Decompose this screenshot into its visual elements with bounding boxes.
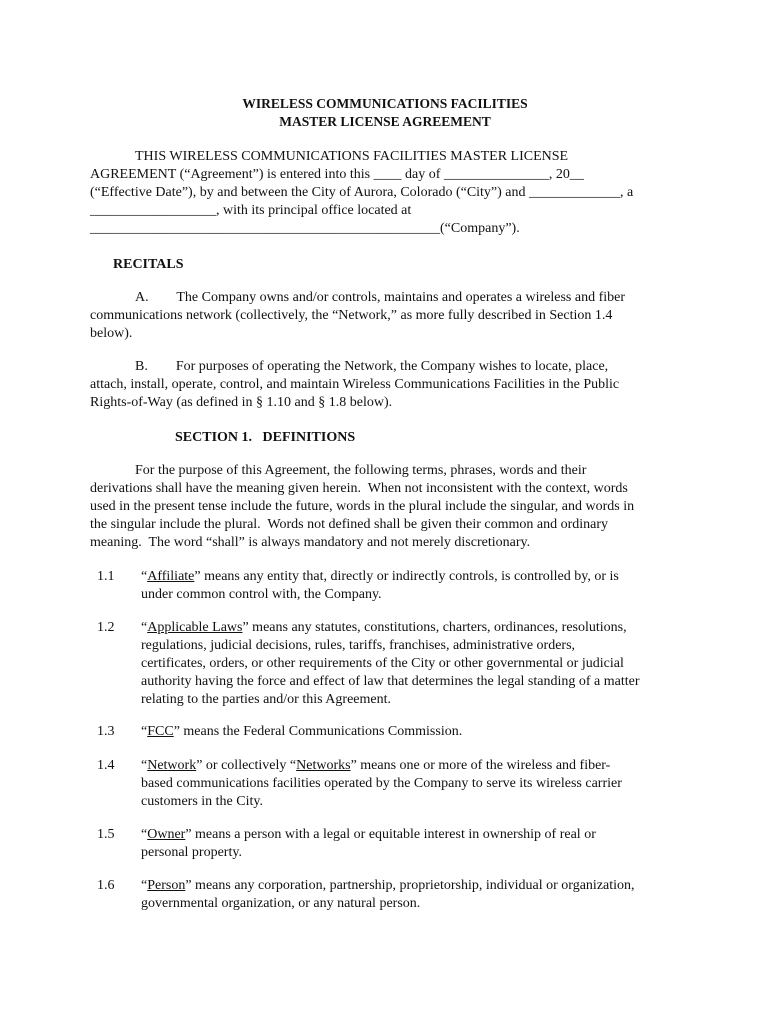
document-title-line-1: WIRELESS COMMUNICATIONS FACILITIES [242, 96, 528, 111]
recitals-heading: RECITALS [113, 257, 184, 272]
section-1-paragraph-line: For the purpose of this Agreement, the following terms, phrases, words and their [135, 463, 587, 478]
definition-line: under common control with, the Company. [141, 587, 382, 602]
open-quote: “ [141, 724, 148, 739]
definition-line: based communications facilities operated by the Company to serve its wireless carrier [141, 776, 622, 791]
recital-a-line: below). [90, 326, 133, 341]
intro-line: (“Effective Date”), by and between the City of Aurora, Colorado (“City”) and _____________, a [90, 185, 634, 200]
definition-text: ” means any statutes, constitutions, charters, ordinances, resolutions, [242, 620, 627, 635]
recital-b-line: Rights-of-Way (as defined in § 1.10 and § 1.8 below). [90, 395, 393, 410]
definition-line: certificates, orders, or other requirements of the City or other governmental or judicial [141, 656, 624, 671]
definition-first-line [141, 757, 610, 775]
open-quote: “ [141, 620, 148, 635]
definition-number: 1.4 [97, 758, 115, 773]
intro-line: THIS WIRELESS COMMUNICATIONS FACILITIES MASTER LICENSE [135, 149, 569, 164]
recital-a-line: communications network (collectively, the “Network,” as more fully described in Section 1.4 [90, 308, 613, 323]
open-quote: “ [141, 758, 148, 773]
open-quote: “ [141, 827, 148, 842]
definition-line: authority having the force and effect of law that determines the legal standing of a matter [141, 674, 640, 689]
definition-text: ” or collectively “ [196, 758, 297, 773]
open-quote: “ [141, 569, 148, 584]
section-1-heading: SECTION 1. DEFINITIONS [175, 430, 356, 445]
defined-term-fcc: FCC [147, 724, 174, 739]
recital-b-line: B. For purposes of operating the Network, the Company wishes to locate, place, [135, 359, 609, 374]
defined-term-owner: Owner [147, 827, 186, 842]
definition-number: 1.1 [97, 569, 115, 584]
intro-line: AGREEMENT (“Agreement”) is entered into this ____ day of _______________, 20__ [90, 167, 584, 182]
definition-first-line [141, 877, 635, 895]
open-quote: “ [141, 878, 148, 893]
definition-line: personal property. [141, 845, 242, 860]
defined-term-networks: Networks [296, 758, 351, 773]
definition-number: 1.6 [97, 878, 115, 893]
definition-line: regulations, judicial decisions, rules, tariffs, franchises, administrative orders, [141, 638, 576, 653]
definition-first-line [141, 723, 462, 741]
recital-a-line: A. The Company owns and/or controls, maintains and operates a wireless and fiber [135, 290, 626, 305]
definition-line: customers in the City. [141, 794, 263, 809]
definition-first-line [141, 619, 627, 637]
defined-term-network: Network [147, 758, 197, 773]
defined-term-applicable-laws: Applicable Laws [147, 620, 243, 635]
definition-line: relating to the parties and/or this Agreement. [141, 692, 391, 707]
definition-number: 1.3 [97, 724, 115, 739]
definition-number: 1.2 [97, 620, 115, 635]
definition-text: ” means any corporation, partnership, proprietorship, individual or organization, [185, 878, 635, 893]
intro-line: __________________________________________________(“Company”). [90, 221, 520, 236]
definition-first-line [141, 826, 596, 844]
section-1-paragraph-line: meaning. The word “shall” is always mandatory and not merely discretionary. [90, 535, 531, 550]
document-title-line-2: MASTER LICENSE AGREEMENT [279, 114, 491, 129]
definition-line: governmental organization, or any natural person. [141, 896, 421, 911]
definition-number: 1.5 [97, 827, 115, 842]
definition-text: ” means any entity that, directly or indirectly controls, is controlled by, or is [194, 569, 619, 584]
defined-term-person: Person [147, 878, 186, 893]
section-1-paragraph-line: the singular include the plural. Words not defined shall be given their common and ordinary [90, 517, 609, 532]
definition-text: ” means a person with a legal or equitable interest in ownership of real or [185, 827, 596, 842]
recital-b-line: attach, install, operate, control, and maintain Wireless Communications Facilities in the Public [90, 377, 620, 392]
definition-text: ” means the Federal Communications Commission. [173, 724, 463, 739]
defined-term-affiliate: Affiliate [147, 569, 195, 584]
section-1-paragraph-line: derivations shall have the meaning given herein. When not inconsistent with the context, words [90, 481, 628, 496]
definition-text: ” means one or more of the wireless and fiber- [350, 758, 611, 773]
section-1-paragraph-line: used in the present tense include the future, words in the plural include the singular, and words in [90, 499, 635, 514]
intro-line: __________________, with its principal office located at [90, 203, 412, 218]
definition-first-line [141, 568, 619, 586]
